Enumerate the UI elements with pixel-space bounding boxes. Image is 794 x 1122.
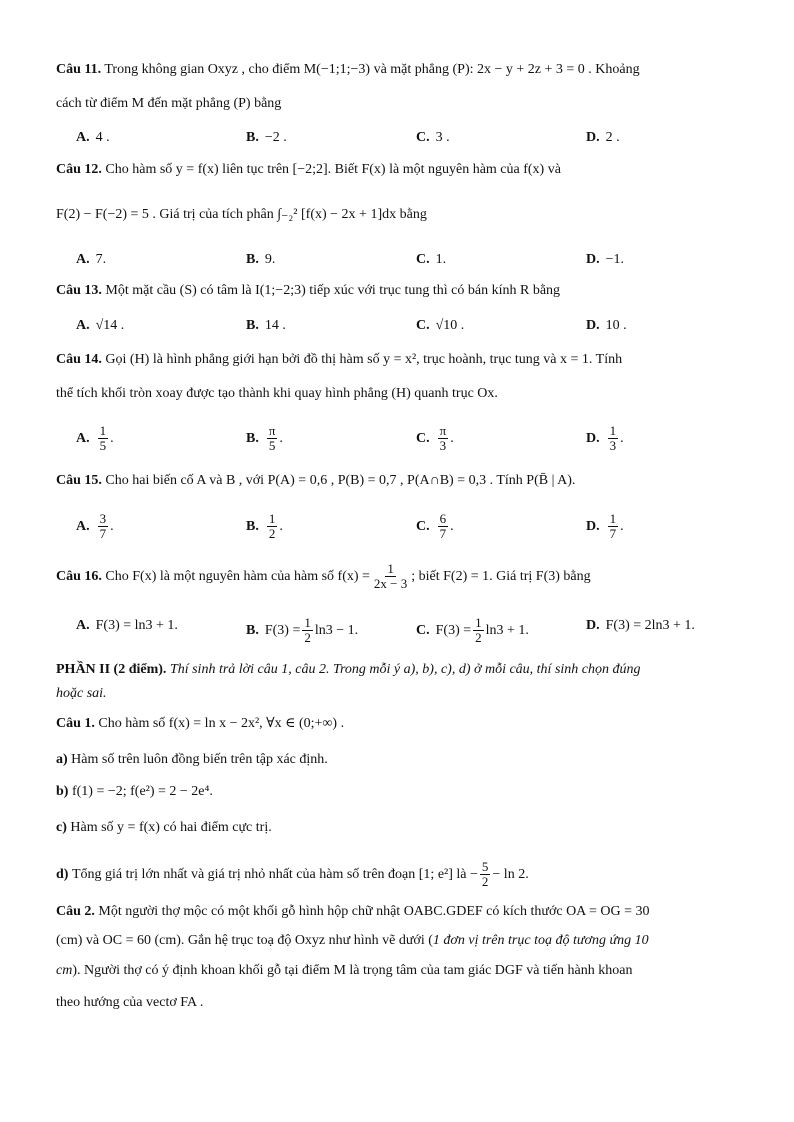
q15-option-d[interactable]: D. $\frac{1}{7}$ .	[586, 511, 624, 541]
q13-line-1	[56, 281, 738, 301]
q14-option-d[interactable]: D. $\frac{1}{3}$ .	[586, 423, 624, 453]
p2q2-label: Câu 2.	[56, 904, 95, 919]
p2q2-line-2: (cm) và OC = 60 (cm). Gắn hệ trục toạ độ Oxyz như hình vẽ dưới (1 đơn vị trên trục toạ độ tương ứng 10	[56, 933, 649, 948]
p2q1-item-d[interactable]: d) Tổng giá trị lớn nhất và giá trị nhỏ nhất của hàm số trên đoạn [1; e²] là − $\frac{5}{2}$ − ln 2.	[56, 859, 529, 889]
q11-text-1: Trong không gian Oxyz , cho điểm M(−1;1;−3) và mặt phẳng (P): 2x − y + 2z + 3 = 0 . Khoảng	[104, 62, 640, 77]
q11-line-2	[56, 94, 738, 114]
q15-label: Câu 15.	[56, 473, 102, 488]
p2q1-label: Câu 1.	[56, 716, 95, 731]
q12-options	[76, 250, 736, 278]
part2-heading: PHẦN II (2 điểm).	[56, 662, 167, 677]
p2q1-item-c[interactable]: c) Hàm số y = f(x) có hai điểm cực trị.	[56, 820, 272, 835]
q14-option-a[interactable]: A. $\frac{1}{5}$ .	[76, 423, 114, 453]
part2-instruction-1: Thí sinh trả lời câu 1, câu 2. Trong mỗi ý a), b), c), d) ở mỗi câu, thí sinh chọn đúng	[169, 662, 641, 677]
q16-option-b[interactable]: B. F(3) = $\frac{1}{2}$ ln3 − 1.	[246, 615, 359, 645]
q12-text-1: Cho hàm số y = f(x) liên tục trên [−2;2]. Biết F(x) là một nguyên hàm của f(x) và	[105, 162, 561, 177]
p2q2-line-1: Câu 2. Một người thợ mộc có một khối gỗ hình hộp chữ nhật OABC.GDEF có kích thước OA = OG = 30	[56, 904, 650, 919]
q14-option-b[interactable]: B. $\frac{\pi}{5}$ .	[246, 423, 283, 453]
q12-option-b[interactable]: B. 9.	[246, 252, 276, 267]
q13-option-a[interactable]: A. √14 .	[76, 318, 125, 333]
q14-text-1: Gọi (H) là hình phẳng giới hạn bởi đồ thị hàm số y = x², trục hoành, trục tung và x = 1. Tính	[105, 352, 623, 367]
q14-option-c[interactable]: C. $\frac{\pi}{3}$ .	[416, 423, 454, 453]
q11-option-c[interactable]: C. 3 .	[416, 130, 450, 145]
q12-option-a[interactable]: A. 7.	[76, 252, 107, 267]
q14-line-2	[56, 384, 738, 404]
part2-line-2	[56, 684, 738, 704]
p2q1-item-a[interactable]: a) Hàm số trên luôn đồng biến trên tập xác định.	[56, 752, 328, 767]
q11-label: Câu 11.	[56, 62, 102, 77]
q14-options	[76, 424, 736, 452]
q12-line-1	[56, 160, 738, 180]
q15-option-c[interactable]: C. $\frac{6}{7}$ .	[416, 511, 454, 541]
q15-option-b[interactable]: B. $\frac{1}{2}$ .	[246, 511, 283, 541]
q14-text-2: thể tích khối tròn xoay được tạo thành khi quay hình phẳng (H) quanh trục Ox.	[56, 386, 498, 401]
q15-option-a[interactable]: A. $\frac{3}{7}$ .	[76, 511, 114, 541]
q12-line-2	[56, 205, 738, 225]
q11-options	[76, 128, 736, 156]
q12-text-2: F(2) − F(−2) = 5 . Giá trị của tích phân ∫₋₂² [f(x) − 2x + 1]dx bằng	[56, 207, 427, 222]
q16-line-1	[56, 562, 738, 591]
q12-label: Câu 12.	[56, 162, 102, 177]
p2q1-item-b[interactable]: b) f(1) = −2; f(e²) = 2 − 2e⁴.	[56, 784, 213, 799]
q16-option-d[interactable]: D. F(3) = 2ln3 + 1.	[586, 618, 695, 633]
q12-option-d[interactable]: D. −1.	[586, 252, 625, 267]
q11-option-d[interactable]: D. 2 .	[586, 130, 620, 145]
p2q2-line-4: theo hướng của vectơ FA .	[56, 995, 204, 1010]
q15-options	[76, 512, 736, 540]
part2-instruction-2: hoặc sai.	[56, 686, 107, 701]
q11-option-a[interactable]: A. 4 .	[76, 130, 110, 145]
q13-label: Câu 13.	[56, 283, 102, 298]
q15-line-1	[56, 471, 738, 491]
p2q1-text: Cho hàm số f(x) = ln x − 2x², ∀x ∈ (0;+∞) .	[98, 716, 345, 731]
q13-options	[76, 316, 736, 344]
q16-text-a: Cho F(x) là một nguyên hàm của hàm số f(x) =	[105, 568, 370, 584]
q16-option-a[interactable]: A. F(3) = ln3 + 1.	[76, 618, 178, 633]
q12-option-c[interactable]: C. 1.	[416, 252, 447, 267]
q13-text-1: Một mặt cầu (S) có tâm là I(1;−2;3) tiếp xúc với trục tung thì có bán kính R bằng	[105, 283, 561, 298]
q11-option-b[interactable]: B. −2 .	[246, 130, 287, 145]
q14-line-1	[56, 350, 738, 370]
q16-option-c[interactable]: C. F(3) = $\frac{1}{2}$ ln3 + 1.	[416, 615, 529, 645]
p2q2-line-3: cm). Người thợ có ý định khoan khối gỗ tại điểm M là trọng tâm của tam giác DGF và tiến hành khoan	[56, 963, 633, 978]
q16-text-b: ; biết F(2) = 1. Giá trị F(3) bằng	[411, 568, 591, 584]
q13-option-b[interactable]: B. 14 .	[246, 318, 286, 333]
q11-line-1	[56, 60, 738, 80]
q14-label: Câu 14.	[56, 352, 102, 367]
q15-text-1: Cho hai biến cố A và B , với P(A) = 0,6 , P(B) = 0,7 , P(A∩B) = 0,3 . Tính P(B̄ | A).	[105, 473, 576, 488]
q16-fraction: $\frac{1}{2x - 3}$	[373, 561, 408, 591]
q16-label: Câu 16.	[56, 568, 102, 584]
p2q1-line	[56, 714, 738, 734]
q13-option-d[interactable]: D. 10 .	[586, 318, 627, 333]
q11-text-2: cách từ điểm M đến mặt phẳng (P) bằng	[56, 96, 282, 111]
part2-line-1	[56, 660, 738, 680]
q16-options	[76, 616, 736, 644]
q13-option-c[interactable]: C. √10 .	[416, 318, 465, 333]
